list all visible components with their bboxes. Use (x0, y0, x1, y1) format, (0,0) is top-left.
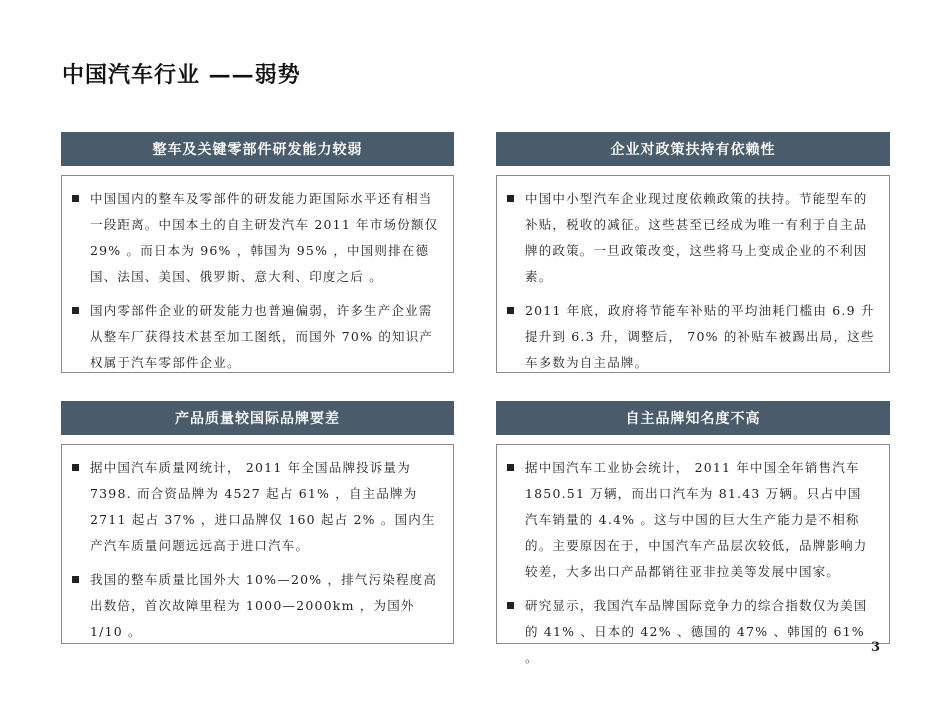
panel-header-brand: 自主品牌知名度不高 (496, 401, 890, 435)
panel-body-rd (61, 175, 454, 373)
panel-body-brand (496, 444, 890, 665)
bullet-text: 研究显示，我国汽车品牌国际竞争力的综合指数仅为美国的 41% 、日本的 42% 、德国的 47% 、韩国的 61% 。 (525, 598, 868, 665)
panel-header-quality: 产品质量较国际品牌要差 (61, 401, 454, 435)
bullet-item (72, 567, 439, 645)
square-bullet-icon (72, 576, 79, 583)
bullet-text: 中国国内的整车及零部件的研发能力距国际水平还有相当一段距离。中国本土的自主研发汽车 2011 年市场份额仅 29% 。而日本为 96% ，韩国为 95% ，中国则排在德国、法国、美国、俄罗斯、意大利、印度之后 。 (90, 191, 439, 284)
bullet-text: 据中国汽车质量网统计， 2011 年全国品牌投诉量为 7398. 而合资品牌为 4527 起占 61% ，自主品牌为 2711 起占 37% ，进口品牌仅 160 起占 2% 。国内生产汽车质量问题远远高于进口汽车。 (90, 460, 436, 553)
bullet-item (72, 186, 439, 290)
square-bullet-icon (507, 602, 514, 609)
panel-body-quality (61, 444, 454, 644)
bullet-text: 据中国汽车工业协会统计， 2011 年中国全年销售汽车 1850.51 万辆，而出口汽车为 81.43 万辆。只占中国汽车销量的 4.4% 。这与中国的巨大生产能力是不相称的。主要原因在于，中国汽车产品层次较低，品牌影响力较差，大多出口产品都销往亚非拉美等发展中国家。 (525, 460, 868, 579)
square-bullet-icon (507, 307, 514, 314)
square-bullet-icon (507, 464, 514, 471)
square-bullet-icon (72, 464, 79, 471)
bullet-text: 中国中小型汽车企业现过度依赖政策的扶持。节能型车的补贴，税收的减征。这些甚至已经成为唯一有利于自主品牌的政策。一旦政策改变，这些将马上变成企业的不利因素。 (525, 191, 868, 284)
square-bullet-icon (72, 195, 79, 202)
bullet-text: 国内零部件企业的研发能力也普遍偏弱，许多生产企业需从整车厂获得技术甚至加工图纸，而国外 70% 的知识产权属于汽车零部件企业。 (90, 303, 434, 370)
panel-header-policy: 企业对政策扶持有依赖性 (496, 132, 890, 166)
bullet-item (72, 455, 439, 559)
bullet-item (507, 186, 875, 290)
page-title: 中国汽车行业 ——弱势 (62, 62, 301, 88)
bullet-text: 我国的整车质量比国外大 10%—20% ，排气污染程度高出数倍，首次故障里程为 1000—2000km ，为国外 1/10 。 (90, 572, 438, 639)
panel-body-policy (496, 175, 890, 373)
panel-header-rd: 整车及关键零部件研发能力较弱 (61, 132, 454, 166)
bullet-item (507, 298, 875, 376)
square-bullet-icon (72, 307, 79, 314)
bullet-item (507, 455, 875, 585)
bullet-item (72, 298, 439, 376)
bullet-text: 2011 年底，政府将节能车补贴的平均油耗门槛由 6.9 升提升到 6.3 升，调整后， 70% 的补贴车被踢出局，这些车多数为自主品牌。 (525, 303, 875, 370)
bullet-item (507, 593, 875, 671)
page-number: 3 (871, 640, 881, 655)
square-bullet-icon (507, 195, 514, 202)
